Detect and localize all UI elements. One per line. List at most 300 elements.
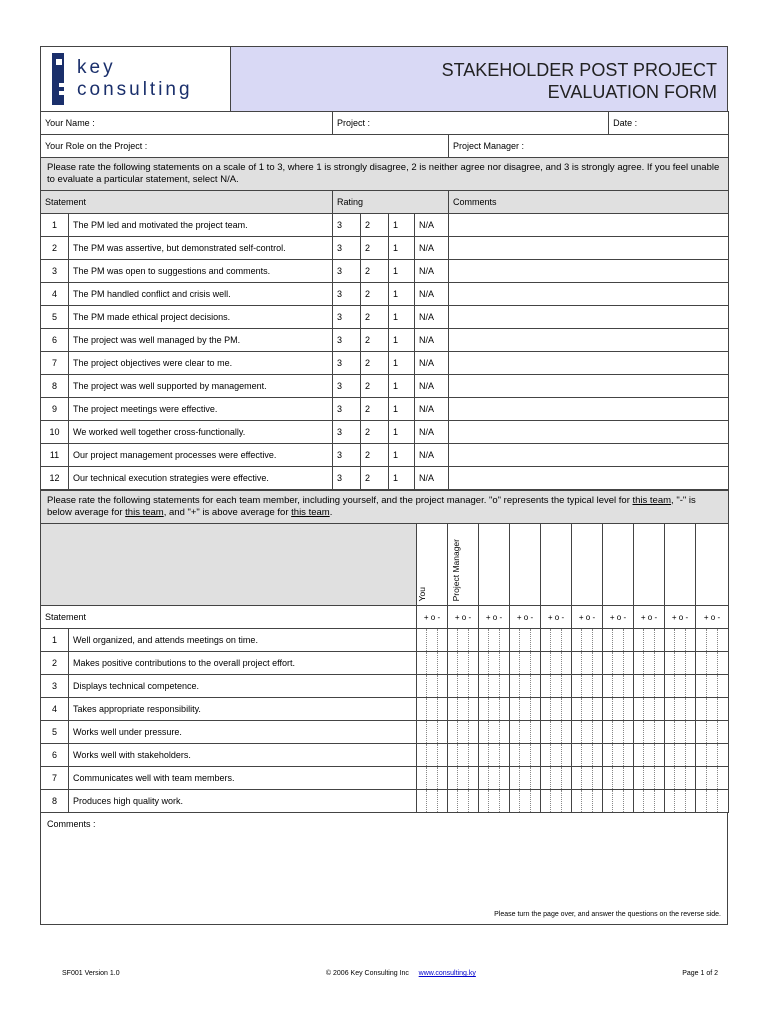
- team-rating-row: [41, 744, 729, 767]
- member-rating-cell[interactable]: [510, 698, 541, 721]
- rating-r2[interactable]: 2: [361, 237, 389, 260]
- member-rating-cell[interactable]: [541, 675, 572, 698]
- row-number: 1: [41, 214, 69, 237]
- member-rating-cell[interactable]: [417, 744, 448, 767]
- tick-group: [510, 744, 540, 766]
- rating-r1[interactable]: 1: [389, 237, 415, 260]
- rating-r1[interactable]: 1: [389, 444, 415, 467]
- statement-text: The project objectives were clear to me.: [69, 352, 333, 375]
- plus-o-minus: + o -: [448, 606, 479, 629]
- comments-box[interactable]: [40, 813, 728, 925]
- date-field[interactable]: Date :: [609, 112, 729, 135]
- col-comments: Comments: [449, 191, 729, 214]
- member-col-4[interactable]: [510, 524, 541, 606]
- member-rating-cell[interactable]: [634, 790, 665, 813]
- form-title: [231, 47, 727, 111]
- footer-link[interactable]: www.consulting.ky: [418, 970, 476, 977]
- rating-na[interactable]: N/A: [415, 237, 449, 260]
- rating-r1[interactable]: 1: [389, 214, 415, 237]
- team-rating-row: [41, 652, 729, 675]
- member-rating-cell[interactable]: [510, 652, 541, 675]
- name-field[interactable]: Your Name :: [41, 112, 333, 135]
- rating-r2[interactable]: 2: [361, 306, 389, 329]
- team-rating-row: [41, 698, 729, 721]
- member-rating-cell[interactable]: [696, 790, 729, 813]
- member-rating-cell[interactable]: [417, 790, 448, 813]
- rating-r1[interactable]: 1: [389, 467, 415, 490]
- rating-r3[interactable]: 3: [333, 306, 361, 329]
- tick-group: [665, 767, 695, 789]
- member-rating-cell[interactable]: [572, 767, 603, 790]
- tick-group: [696, 629, 728, 651]
- rating-r2[interactable]: 2: [361, 329, 389, 352]
- statement-text: Makes positive contributions to the overall project effort.: [69, 652, 417, 675]
- member-rating-cell[interactable]: [603, 744, 634, 767]
- pm-field[interactable]: Project Manager :: [449, 135, 729, 158]
- comments-label: Comments :: [47, 819, 96, 829]
- header-blank: [41, 524, 417, 606]
- member-rating-cell[interactable]: [417, 652, 448, 675]
- member-rating-cell[interactable]: [696, 675, 729, 698]
- member-rating-cell[interactable]: [479, 767, 510, 790]
- tick-group: [603, 652, 633, 674]
- rating-r2[interactable]: 2: [361, 467, 389, 490]
- member-col-3[interactable]: [479, 524, 510, 606]
- rating-r1[interactable]: 1: [389, 352, 415, 375]
- footer-middle: © 2006 Key Consulting Inc: [325, 970, 409, 977]
- statement-text: Takes appropriate responsibility.: [69, 698, 417, 721]
- footer-page: Page 1 of 2: [682, 970, 718, 977]
- member-rating-cell[interactable]: [665, 698, 696, 721]
- member-rating-cell[interactable]: [448, 698, 479, 721]
- tick-group: [448, 698, 478, 720]
- member-col-10[interactable]: [696, 524, 729, 606]
- row-number: 2: [41, 237, 69, 260]
- member-rating-cell[interactable]: [510, 767, 541, 790]
- tick-group: [603, 675, 633, 697]
- footer-copyright: [326, 970, 476, 977]
- tick-group: [448, 744, 478, 766]
- row-number: 5: [41, 306, 69, 329]
- comment-cell[interactable]: [449, 398, 729, 421]
- team-rating-row: [41, 767, 729, 790]
- comment-cell[interactable]: [449, 329, 729, 352]
- tick-group: [696, 652, 728, 674]
- tick-group: [510, 652, 540, 674]
- tick-group: [417, 767, 447, 789]
- member-col-1[interactable]: [417, 524, 448, 606]
- rating-r3[interactable]: 3: [333, 467, 361, 490]
- statement-text: Our technical execution strategies were effective.: [69, 467, 333, 490]
- tick-group: [572, 767, 602, 789]
- tick-group: [696, 721, 728, 743]
- member-rating-cell[interactable]: [479, 721, 510, 744]
- rating-na[interactable]: N/A: [415, 329, 449, 352]
- rating-r2[interactable]: 2: [361, 375, 389, 398]
- member-rating-cell[interactable]: [603, 675, 634, 698]
- rating-row: [41, 260, 729, 283]
- member-rating-cell[interactable]: [634, 767, 665, 790]
- member-rating-cell[interactable]: [541, 767, 572, 790]
- rating-na[interactable]: N/A: [415, 421, 449, 444]
- row-number: 6: [41, 744, 69, 767]
- member-rating-cell[interactable]: [510, 629, 541, 652]
- team-rating-row: [41, 629, 729, 652]
- rating-r3[interactable]: 3: [333, 352, 361, 375]
- rating-r3[interactable]: 3: [333, 329, 361, 352]
- member-rating-cell[interactable]: [417, 629, 448, 652]
- row-number: 2: [41, 652, 69, 675]
- rating-na[interactable]: N/A: [415, 467, 449, 490]
- row-number: 8: [41, 790, 69, 813]
- member-rating-cell[interactable]: [634, 675, 665, 698]
- tick-group: [510, 675, 540, 697]
- member-rating-cell[interactable]: [541, 629, 572, 652]
- instr-part-b: , "-" is below average for: [47, 495, 696, 518]
- tick-group: [665, 790, 695, 812]
- form-header: [40, 46, 728, 111]
- tick-group: [541, 721, 571, 743]
- member-rating-cell[interactable]: [417, 767, 448, 790]
- member-rating-cell[interactable]: [572, 675, 603, 698]
- comment-cell[interactable]: [449, 237, 729, 260]
- member-rating-cell[interactable]: [634, 698, 665, 721]
- row-number: 4: [41, 698, 69, 721]
- tick-group: [603, 744, 633, 766]
- project-field[interactable]: Project :: [333, 112, 609, 135]
- tick-group: [417, 721, 447, 743]
- plus-o-minus: + o -: [417, 606, 448, 629]
- member-rating-cell[interactable]: [448, 721, 479, 744]
- rating-r1[interactable]: 1: [389, 329, 415, 352]
- rating-na[interactable]: N/A: [415, 283, 449, 306]
- rating-row: [41, 444, 729, 467]
- tick-group: [479, 744, 509, 766]
- rating-na[interactable]: N/A: [415, 306, 449, 329]
- plus-o-minus: + o -: [572, 606, 603, 629]
- rating-r3[interactable]: 3: [333, 237, 361, 260]
- tick-group: [696, 767, 728, 789]
- member-rating-cell[interactable]: [448, 652, 479, 675]
- tick-group: [572, 675, 602, 697]
- tick-group: [696, 698, 728, 720]
- member-rating-cell[interactable]: [634, 629, 665, 652]
- tick-group: [541, 790, 571, 812]
- rating-row: [41, 329, 729, 352]
- instr-part-a: Please rate the following statements for each team member, including yourself, and the project manager. "o" represents the typical level for: [47, 495, 633, 506]
- rating-r3[interactable]: 3: [333, 260, 361, 283]
- rating-r2[interactable]: 2: [361, 214, 389, 237]
- statement-text: Displays technical competence.: [69, 675, 417, 698]
- tick-group: [479, 675, 509, 697]
- comment-cell[interactable]: [449, 421, 729, 444]
- tick-group: [696, 744, 728, 766]
- member-rating-cell[interactable]: [510, 721, 541, 744]
- rating-r2[interactable]: 2: [361, 444, 389, 467]
- logo-text: [77, 57, 193, 101]
- title-line1: STAKEHOLDER POST PROJECT: [441, 60, 717, 80]
- member-rating-cell[interactable]: [541, 698, 572, 721]
- rating-na[interactable]: N/A: [415, 444, 449, 467]
- rating-na[interactable]: N/A: [415, 398, 449, 421]
- member-rating-cell[interactable]: [448, 790, 479, 813]
- member-rating-cell[interactable]: [603, 767, 634, 790]
- team-rating-row: [41, 675, 729, 698]
- statement-text: Works well under pressure.: [69, 721, 417, 744]
- member-rating-cell[interactable]: [696, 744, 729, 767]
- tick-group: [603, 721, 633, 743]
- row-number: 10: [41, 421, 69, 444]
- tick-group: [448, 629, 478, 651]
- rating-r3[interactable]: 3: [333, 398, 361, 421]
- rating-r2[interactable]: 2: [361, 260, 389, 283]
- tick-group: [696, 790, 728, 812]
- tick-group: [572, 721, 602, 743]
- statement-text: The project was well supported by management.: [69, 375, 333, 398]
- tick-group: [541, 698, 571, 720]
- row-number: 9: [41, 398, 69, 421]
- you-label: You: [417, 586, 427, 601]
- rating-row: [41, 375, 729, 398]
- rating-row: [41, 237, 729, 260]
- rating-r1[interactable]: 1: [389, 306, 415, 329]
- member-rating-cell[interactable]: [696, 652, 729, 675]
- member-rating-cell[interactable]: [541, 790, 572, 813]
- member-rating-cell[interactable]: [572, 629, 603, 652]
- member-col-6[interactable]: [572, 524, 603, 606]
- tick-group: [541, 652, 571, 674]
- member-rating-cell[interactable]: [665, 767, 696, 790]
- tick-group: [448, 790, 478, 812]
- member-rating-cell[interactable]: [541, 744, 572, 767]
- tick-group: [417, 675, 447, 697]
- member-rating-cell[interactable]: [479, 744, 510, 767]
- page-footer: [62, 970, 718, 977]
- tick-group: [603, 698, 633, 720]
- statement-text: The PM was assertive, but demonstrated self-control.: [69, 237, 333, 260]
- rating-row: [41, 306, 729, 329]
- team-rating-row: [41, 721, 729, 744]
- row-number: 6: [41, 329, 69, 352]
- plus-o-minus: + o -: [634, 606, 665, 629]
- tick-group: [603, 790, 633, 812]
- tick-group: [572, 698, 602, 720]
- member-rating-cell[interactable]: [696, 721, 729, 744]
- statement-text: Produces high quality work.: [69, 790, 417, 813]
- member-rating-cell[interactable]: [603, 721, 634, 744]
- row-number: 8: [41, 375, 69, 398]
- rating-r1[interactable]: 1: [389, 260, 415, 283]
- member-rating-cell[interactable]: [448, 744, 479, 767]
- rating-r1[interactable]: 1: [389, 421, 415, 444]
- member-rating-cell[interactable]: [696, 629, 729, 652]
- tick-group: [665, 675, 695, 697]
- member-rating-cell[interactable]: [696, 698, 729, 721]
- member-rating-cell[interactable]: [634, 721, 665, 744]
- member-rating-cell[interactable]: [510, 744, 541, 767]
- tick-group: [541, 629, 571, 651]
- member-rating-cell[interactable]: [665, 721, 696, 744]
- tick-group: [510, 721, 540, 743]
- tick-group: [417, 744, 447, 766]
- role-field[interactable]: Your Role on the Project :: [41, 135, 449, 158]
- rating-r2[interactable]: 2: [361, 421, 389, 444]
- member-rating-cell[interactable]: [479, 675, 510, 698]
- member-rating-cell[interactable]: [448, 629, 479, 652]
- member-rating-cell[interactable]: [572, 721, 603, 744]
- section2-instructions: [41, 491, 729, 524]
- key-logo-icon: [47, 53, 69, 105]
- row-number: 11: [41, 444, 69, 467]
- team-rating-row: [41, 790, 729, 813]
- rating-r3[interactable]: 3: [333, 283, 361, 306]
- member-rating-cell[interactable]: [603, 790, 634, 813]
- member-rating-cell[interactable]: [603, 698, 634, 721]
- tick-group: [696, 675, 728, 697]
- tick-group: [510, 629, 540, 651]
- rating-row: [41, 467, 729, 490]
- member-rating-cell[interactable]: [603, 629, 634, 652]
- member-col-5[interactable]: [541, 524, 572, 606]
- row-number: 4: [41, 283, 69, 306]
- tick-group: [479, 652, 509, 674]
- section1-instructions: Please rate the following statements on a scale of 1 to 3, where 1 is strongly disagree, 2 is neither agree nor disagree, and 3 is strongly agree. If you feel unable to evaluate a particular statement, select N/A.: [41, 158, 729, 191]
- member-rating-cell[interactable]: [479, 698, 510, 721]
- member-rating-cell[interactable]: [510, 790, 541, 813]
- rating-row: [41, 214, 729, 237]
- rating-r2[interactable]: 2: [361, 352, 389, 375]
- member-rating-cell[interactable]: [696, 767, 729, 790]
- member-rating-cell[interactable]: [448, 675, 479, 698]
- rating-na[interactable]: N/A: [415, 375, 449, 398]
- tick-group: [634, 721, 664, 743]
- rating-na[interactable]: N/A: [415, 260, 449, 283]
- tick-group: [448, 721, 478, 743]
- row-number: 3: [41, 260, 69, 283]
- comment-cell[interactable]: [449, 283, 729, 306]
- rating-r3[interactable]: 3: [333, 444, 361, 467]
- rating-na[interactable]: N/A: [415, 214, 449, 237]
- reverse-note: Please turn the page over, and answer the questions on the reverse side.: [494, 911, 721, 918]
- member-rating-cell[interactable]: [665, 629, 696, 652]
- tick-group: [479, 698, 509, 720]
- evaluation-form: [40, 46, 728, 925]
- statement-text: Works well with stakeholders.: [69, 744, 417, 767]
- member-rating-cell[interactable]: [479, 629, 510, 652]
- tick-group: [510, 790, 540, 812]
- rating-r3[interactable]: 3: [333, 214, 361, 237]
- footer-version: SF001 Version 1.0: [62, 970, 120, 977]
- tick-group: [665, 721, 695, 743]
- member-rating-cell[interactable]: [479, 790, 510, 813]
- tick-group: [541, 767, 571, 789]
- member-rating-cell[interactable]: [665, 652, 696, 675]
- title-line2: EVALUATION FORM: [547, 82, 717, 102]
- member-rating-cell[interactable]: [665, 675, 696, 698]
- member-col-7[interactable]: [603, 524, 634, 606]
- tick-group: [603, 629, 633, 651]
- member-rating-cell[interactable]: [541, 652, 572, 675]
- plus-o-minus: + o -: [665, 606, 696, 629]
- row-number: 7: [41, 767, 69, 790]
- member-rating-cell[interactable]: [417, 721, 448, 744]
- member-rating-cell[interactable]: [417, 675, 448, 698]
- member-rating-cell[interactable]: [665, 790, 696, 813]
- comment-cell[interactable]: [449, 260, 729, 283]
- plus-o-minus: + o -: [479, 606, 510, 629]
- this-team-1: this team: [632, 495, 672, 506]
- member-col-8[interactable]: [634, 524, 665, 606]
- member-rating-cell[interactable]: [448, 767, 479, 790]
- plus-o-minus: + o -: [603, 606, 634, 629]
- rating-row: [41, 283, 729, 306]
- comment-cell[interactable]: [449, 306, 729, 329]
- member-rating-cell[interactable]: [417, 698, 448, 721]
- member-col-2[interactable]: [448, 524, 479, 606]
- member-rating-cell[interactable]: [510, 675, 541, 698]
- row-number: 7: [41, 352, 69, 375]
- comment-cell[interactable]: [449, 444, 729, 467]
- member-col-9[interactable]: [665, 524, 696, 606]
- member-rating-cell[interactable]: [572, 744, 603, 767]
- tick-group: [665, 629, 695, 651]
- tick-group: [634, 652, 664, 674]
- member-rating-cell[interactable]: [479, 652, 510, 675]
- comment-cell[interactable]: [449, 214, 729, 237]
- comment-cell[interactable]: [449, 375, 729, 398]
- comment-cell[interactable]: [449, 467, 729, 490]
- tick-group: [603, 767, 633, 789]
- tick-group: [541, 744, 571, 766]
- tick-group: [479, 629, 509, 651]
- rating-r1[interactable]: 1: [389, 375, 415, 398]
- member-rating-cell[interactable]: [634, 744, 665, 767]
- tick-group: [665, 698, 695, 720]
- statement-text: Communicates well with team members.: [69, 767, 417, 790]
- member-rating-cell[interactable]: [541, 721, 572, 744]
- tick-group: [634, 698, 664, 720]
- tick-group: [634, 790, 664, 812]
- statement-text: The PM made ethical project decisions.: [69, 306, 333, 329]
- rating-r2[interactable]: 2: [361, 398, 389, 421]
- member-rating-cell[interactable]: [572, 698, 603, 721]
- rating-r3[interactable]: 3: [333, 375, 361, 398]
- rating-row: [41, 421, 729, 444]
- member-rating-cell[interactable]: [572, 652, 603, 675]
- rating-row: [41, 352, 729, 375]
- member-rating-cell[interactable]: [634, 652, 665, 675]
- rating-r1[interactable]: 1: [389, 283, 415, 306]
- rating-row: [41, 398, 729, 421]
- tick-group: [572, 744, 602, 766]
- member-rating-cell[interactable]: [572, 790, 603, 813]
- row-number: 12: [41, 467, 69, 490]
- rating-r1[interactable]: 1: [389, 398, 415, 421]
- tick-group: [479, 767, 509, 789]
- col-statement-2: Statement: [41, 606, 417, 629]
- tick-group: [665, 652, 695, 674]
- plus-o-minus: + o -: [696, 606, 729, 629]
- comment-cell[interactable]: [449, 352, 729, 375]
- member-rating-cell[interactable]: [603, 652, 634, 675]
- rating-r2[interactable]: 2: [361, 283, 389, 306]
- member-rating-cell[interactable]: [665, 744, 696, 767]
- rating-r3[interactable]: 3: [333, 421, 361, 444]
- rating-na[interactable]: N/A: [415, 352, 449, 375]
- tick-group: [479, 721, 509, 743]
- this-team-3: this team: [291, 507, 330, 518]
- pm-label: Project Manager: [451, 538, 461, 601]
